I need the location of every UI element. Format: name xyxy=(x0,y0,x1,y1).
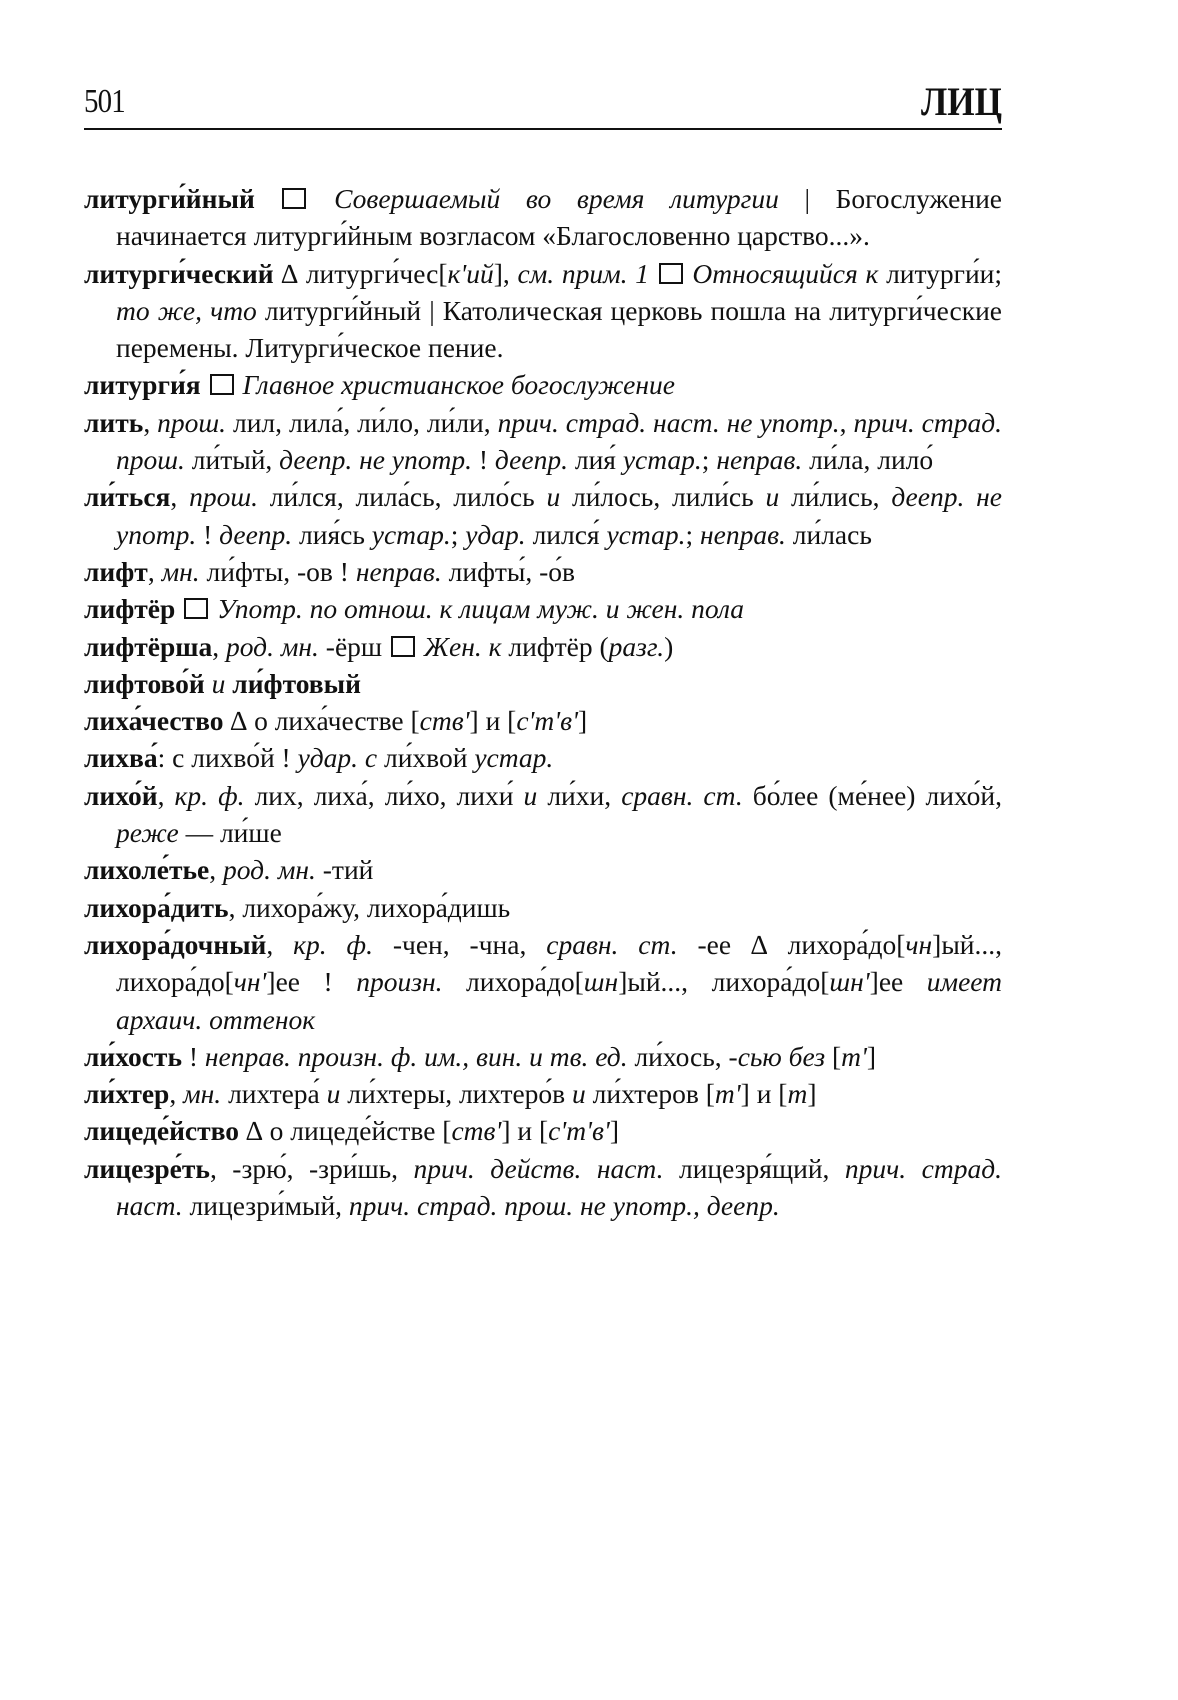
dictionary-entry xyxy=(84,665,1002,702)
grammar-label: сравн. ст. xyxy=(621,779,743,811)
headword: лить xyxy=(84,406,144,438)
entry-text: лихора́до[ xyxy=(442,966,584,998)
grammar-label: прич. страд. прош. xyxy=(116,406,1003,476)
definition-box-icon xyxy=(184,598,208,619)
definition-box-icon xyxy=(282,188,306,209)
headword: литурги́я xyxy=(84,369,201,401)
grammar-label: прич. действ. наст. xyxy=(413,1152,664,1184)
grammar-label: прич. страд. наст. xyxy=(116,1152,1002,1222)
dictionary-entry xyxy=(84,777,1002,852)
entry-text: бо́лее (ме́нее) лихо́й, xyxy=(742,779,1002,811)
entry-text: литурги́йный | Католическая церковь пошла на литурги́ческие перемены. Литурги́ческое пение. xyxy=(116,294,1002,364)
entry-text: ли́хи, xyxy=(537,779,622,811)
entry-text: ]ее ! xyxy=(266,966,357,998)
entry-text: , xyxy=(169,1078,184,1110)
grammar-label: мн. xyxy=(183,1078,222,1110)
headword: лифтёр xyxy=(84,593,176,625)
entry-text: лих, лиха́, ли́хо, лихи́ xyxy=(244,779,524,811)
entry-text: ) xyxy=(664,630,674,662)
entry-text: ] и [ xyxy=(501,1115,549,1147)
grammar-label: -сью без xyxy=(728,1040,826,1072)
grammar-label: устар. xyxy=(606,518,686,550)
grammar-label: деепр. не употр. xyxy=(116,481,1002,550)
entry-text: ли́хтеры, лихтеро́в xyxy=(340,1078,573,1110)
dictionary-entry xyxy=(84,1038,1002,1075)
grammar-label: сравн. ст. xyxy=(546,928,678,960)
grammar-label: то же, что xyxy=(116,294,257,326)
grammar-label: разг. xyxy=(608,630,665,662)
headword: лихора́дочный xyxy=(84,928,267,960)
entry-text: , лихора́жу, лихора́дишь xyxy=(228,891,511,923)
entry-text: ∆ о лицеде́йстве [ xyxy=(239,1115,452,1147)
definition-box-icon xyxy=(210,374,234,395)
grammar-label: Жен. к xyxy=(416,630,502,662)
grammar-label: прич. страд. наст. не употр. xyxy=(497,406,840,438)
entry-text: ; xyxy=(685,518,700,550)
entry-text: ], xyxy=(493,257,518,289)
grammar-label: т' xyxy=(841,1040,867,1072)
dictionary-entry xyxy=(84,180,1002,255)
entry-text: -ее ∆ лихора́до[ xyxy=(677,928,906,960)
dictionary-entry xyxy=(84,478,1002,553)
entry-text: лился́ xyxy=(525,518,607,550)
entry-text: лил, лила́, ли́ло, ли́ли, xyxy=(226,406,498,438)
grammar-label: кр. ф. xyxy=(174,779,245,811)
entry-text: ]ее xyxy=(869,966,927,998)
entry-text: , xyxy=(157,779,175,811)
headword: лицезре́ть xyxy=(84,1152,210,1184)
grammar-label: мн. xyxy=(161,555,200,587)
entry-text: ли́ла, лило́ xyxy=(802,444,934,476)
headword: ли́ться xyxy=(84,481,171,513)
entry-text: лихтера́ xyxy=(221,1078,327,1110)
entry-text xyxy=(175,593,182,624)
entry-text: , xyxy=(147,555,162,587)
grammar-label: удар. с xyxy=(297,742,378,774)
grammar-label: и xyxy=(523,779,538,811)
dictionary-entry xyxy=(84,628,1002,665)
grammar-label: род. мн. xyxy=(223,854,316,886)
headword: ли́хтер xyxy=(84,1078,170,1110)
dictionary-entry xyxy=(84,889,1002,926)
entry-text xyxy=(201,369,208,400)
entry-text: лифты́, -о́в xyxy=(441,555,576,587)
dictionary-entry xyxy=(84,553,1002,590)
headword: лихва́ xyxy=(84,742,158,774)
headword: литурги́йный xyxy=(84,183,255,214)
entry-text: ] xyxy=(609,1115,619,1147)
entry-text: — ли́ше xyxy=(178,817,282,849)
entry-text: , xyxy=(839,406,854,438)
entry-text: ! xyxy=(181,1040,205,1072)
dictionary-entry xyxy=(84,1075,1002,1112)
headword: лицеде́йство xyxy=(84,1115,240,1147)
grammar-label: шн' xyxy=(829,966,870,998)
grammar-label: прош. xyxy=(157,406,227,438)
entry-text: | Богослужение начинается литурги́йным возгласом «Благословенно царство...». xyxy=(116,183,1003,252)
headword: литурги́ческий xyxy=(84,257,274,289)
entry-text: , -зрю́, -зри́шь, xyxy=(209,1152,414,1184)
dictionary-entry xyxy=(84,590,1002,627)
headword: лиха́чество xyxy=(84,705,224,737)
grammar-label: род. мн. xyxy=(226,630,319,662)
dictionary-entry xyxy=(84,366,1002,403)
definition-box-icon xyxy=(659,263,683,284)
headword: лифт xyxy=(84,555,148,587)
dictionary-entry xyxy=(84,702,1002,739)
grammar-label: удар. xyxy=(465,518,526,550)
running-head: ЛИЦ xyxy=(921,79,1002,124)
grammar-label: произн. xyxy=(356,966,443,998)
grammar-label: и xyxy=(572,1078,586,1110)
grammar-label: кр. ф. xyxy=(293,928,373,960)
grammar-label: и xyxy=(204,667,233,699)
entry-text: : с лихво́й ! xyxy=(157,742,298,774)
grammar-label: Употр. по отнош. к лицам муж. и жен. пола xyxy=(210,593,745,625)
dictionary-entry xyxy=(84,926,1002,1038)
entry-text: -ёрш xyxy=(318,630,389,662)
entry-text xyxy=(649,258,657,289)
entry-text: лифтёр ( xyxy=(501,630,609,662)
entry-text: лицезря́щий, xyxy=(663,1152,845,1184)
entry-text: ли́хось, xyxy=(627,1040,729,1072)
grammar-label: устар. xyxy=(474,742,554,774)
headword: лифтёрша xyxy=(84,630,213,662)
entry-text: ! xyxy=(196,518,220,550)
entry-text: ] и [ xyxy=(469,705,517,737)
grammar-label: неправ. xyxy=(355,555,442,587)
grammar-label: к'ий xyxy=(447,257,494,289)
entry-text: ] xyxy=(807,1078,817,1110)
entry-text: -тий xyxy=(315,854,374,886)
dictionary-entry xyxy=(84,851,1002,888)
grammar-label: неправ. xyxy=(699,518,786,550)
grammar-label: шн xyxy=(583,966,619,998)
grammar-label: неправ. xyxy=(716,444,803,476)
entry-text: лия́сь xyxy=(292,518,372,550)
entry-text: , xyxy=(143,406,158,438)
entry-text: литурги́и; xyxy=(878,257,1003,289)
grammar-label: т xyxy=(787,1078,808,1110)
entry-text: ; xyxy=(701,444,717,476)
grammar-label: деепр. xyxy=(219,518,293,550)
entry-text: ] xyxy=(866,1040,877,1072)
grammar-label: с'т'в' xyxy=(516,705,578,737)
entry-text: -чен, -чна, xyxy=(372,928,547,960)
entry-text: ли́фты, -ов ! xyxy=(199,555,356,587)
grammar-label: Главное христианское богослужение xyxy=(235,369,675,401)
headword: лихора́дить xyxy=(84,891,229,923)
entry-text: ∆ о лиха́честве [ xyxy=(223,705,420,737)
grammar-label: с'т'в' xyxy=(548,1115,610,1147)
grammar-label: устар. xyxy=(622,444,702,476)
grammar-label: деепр. xyxy=(494,444,568,476)
grammar-label: т' xyxy=(714,1078,741,1110)
page-header xyxy=(84,79,1002,130)
headword: ли́хость xyxy=(84,1040,182,1072)
dictionary-entries xyxy=(84,180,1002,1224)
dictionary-entry xyxy=(84,404,1002,479)
grammar-label: чн xyxy=(905,928,933,960)
entry-text: ли́тый, xyxy=(184,444,280,476)
grammar-label: и xyxy=(765,481,780,513)
grammar-label: ств' xyxy=(451,1115,502,1147)
page-number: 501 xyxy=(84,83,125,120)
grammar-label: и xyxy=(546,481,561,513)
entry-text: лицезри́мый, xyxy=(182,1190,349,1222)
entry-text: лия́ xyxy=(567,444,623,476)
grammar-label: деепр. не употр. xyxy=(279,444,472,476)
grammar-label: ств' xyxy=(419,705,470,737)
entry-text: ли́хтеров [ xyxy=(585,1078,715,1110)
dictionary-entry xyxy=(84,1112,1002,1149)
entry-text: ]ый..., лихора́до[ xyxy=(116,928,1003,998)
grammar-label: прош. xyxy=(189,481,258,513)
headword: лифтово́й xyxy=(84,667,205,699)
entry-text: ли́лась xyxy=(785,518,872,550)
headword: лихоле́тье xyxy=(84,854,210,886)
entry-text: ли́лось, лили́сь xyxy=(560,481,766,513)
entry-text: [ xyxy=(825,1040,842,1072)
entry-text: , xyxy=(212,630,227,662)
entry-text: ли́лись, xyxy=(779,481,892,513)
headword: лихо́й xyxy=(84,779,158,811)
dictionary-entry xyxy=(84,255,1002,367)
definition-box-icon xyxy=(391,636,415,657)
entry-text xyxy=(255,183,281,214)
entry-text: ; xyxy=(450,518,466,550)
entry-text: ] xyxy=(577,705,588,737)
grammar-label: неправ. произн. ф. им., вин. и тв. ед. xyxy=(204,1040,628,1072)
entry-text: ]ый..., лихора́до[ xyxy=(618,966,830,998)
grammar-label: реже xyxy=(116,817,179,849)
grammar-label: Относящийся к xyxy=(684,257,879,289)
grammar-label: см. прим. 1 xyxy=(517,257,649,289)
entry-text: ∆ литурги́чес[ xyxy=(273,257,448,289)
entry-text: , xyxy=(266,928,294,960)
entry-text: ] и [ xyxy=(740,1078,788,1110)
grammar-label: имеет архаич. оттенок xyxy=(116,966,1002,1035)
grammar-label: прич. страд. прош. не употр., деепр. xyxy=(348,1190,780,1222)
headword-variant: ли́фтовый xyxy=(232,667,361,699)
grammar-label: и xyxy=(326,1078,341,1110)
dictionary-entry xyxy=(84,1150,1002,1225)
entry-text: ли́лся, лила́сь, лило́сь xyxy=(258,481,547,513)
entry-text: ли́хвой xyxy=(377,742,475,774)
entry-text: , xyxy=(170,481,190,513)
grammar-label: чн' xyxy=(233,966,267,998)
grammar-label: Совершаемый во время литургии xyxy=(308,183,779,214)
grammar-label: устар. xyxy=(371,518,451,550)
dictionary-entry xyxy=(84,739,1002,776)
entry-text: ! xyxy=(472,444,495,476)
entry-text: , xyxy=(209,854,224,886)
